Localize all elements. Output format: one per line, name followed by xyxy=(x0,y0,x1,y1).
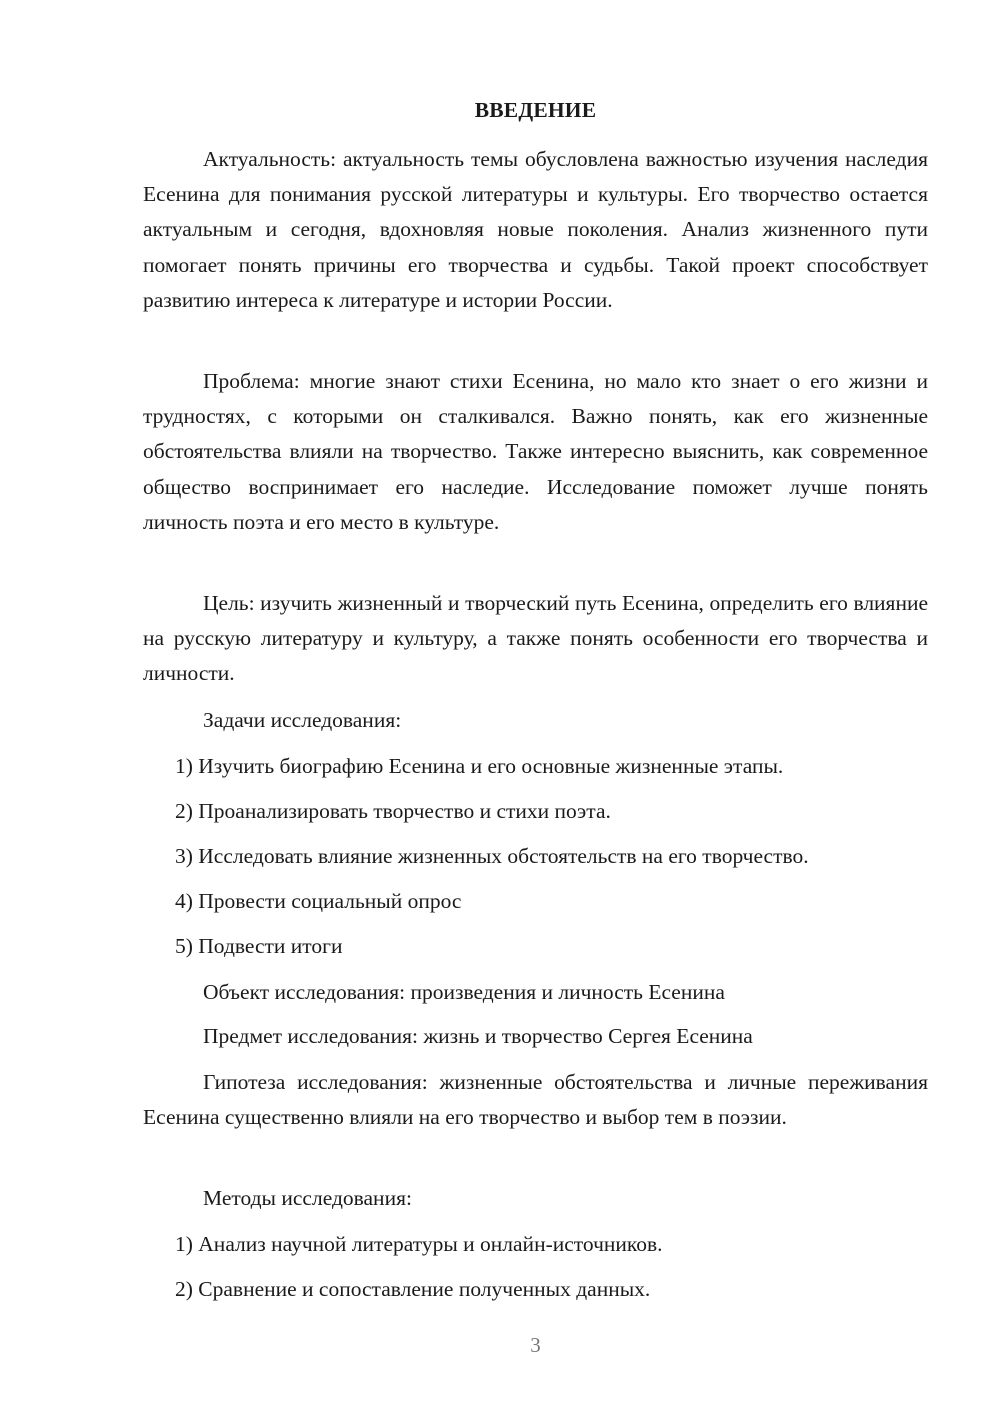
relevance-paragraph: Актуальность: актуальность темы обусловлена важностью изучения наследия Есенина для понимания русской литературы и культуры. Его творчество остается актуальным и сегодня, вдохновляя новые поколения. Анализ жизненного пути помогает понять причины его творчества и судьбы. Такой проект способствует развитию интереса к литературе и истории России. xyxy=(143,147,928,312)
tasks-heading: Задачи исследования: xyxy=(203,708,402,732)
method-item: 1) Анализ научной литературы и онлайн-источников. xyxy=(175,1232,663,1256)
research-subject: Предмет исследования: жизнь и творчество Сергея Есенина xyxy=(203,1024,753,1048)
method-item: 2) Сравнение и сопоставление полученных данных. xyxy=(175,1277,651,1301)
problem-paragraph: Проблема: многие знают стихи Есенина, но мало кто знает о его жизни и трудностях, с которыми он сталкивался. Важно понять, как его жизненные обстоятельства влияли на творчество. Также интересно выяснить, как современное общество воспринимает его наследие. Исследование поможет лучше понять личность поэта и его место в культуре. xyxy=(143,369,928,534)
hypothesis-paragraph: Гипотеза исследования: жизненные обстоятельства и личные переживания Есенина существенно влияли на его творчество и выбор тем в поэзии. xyxy=(143,1070,928,1130)
goal-paragraph: Цель: изучить жизненный и творческий путь Есенина, определить его влияние на русскую литературу и культуру, а также понять особенности его творчества и личности. xyxy=(143,591,928,686)
research-object: Объект исследования: произведения и личность Есенина xyxy=(203,980,725,1004)
task-item: 5) Подвести итоги xyxy=(175,934,343,958)
task-item: 3) Исследовать влияние жизненных обстоятельств на его творчество. xyxy=(175,844,809,868)
task-item: 4) Провести социальный опрос xyxy=(175,889,462,913)
methods-heading: Методы исследования: xyxy=(203,1186,412,1210)
task-item: 2) Проанализировать творчество и стихи поэта. xyxy=(175,799,611,823)
document-page xyxy=(143,0,928,1414)
task-item: 1) Изучить биографию Есенина и его основные жизненные этапы. xyxy=(175,754,784,778)
page-title: ВВЕДЕНИЕ xyxy=(474,98,597,122)
page-number: 3 xyxy=(530,1333,541,1357)
